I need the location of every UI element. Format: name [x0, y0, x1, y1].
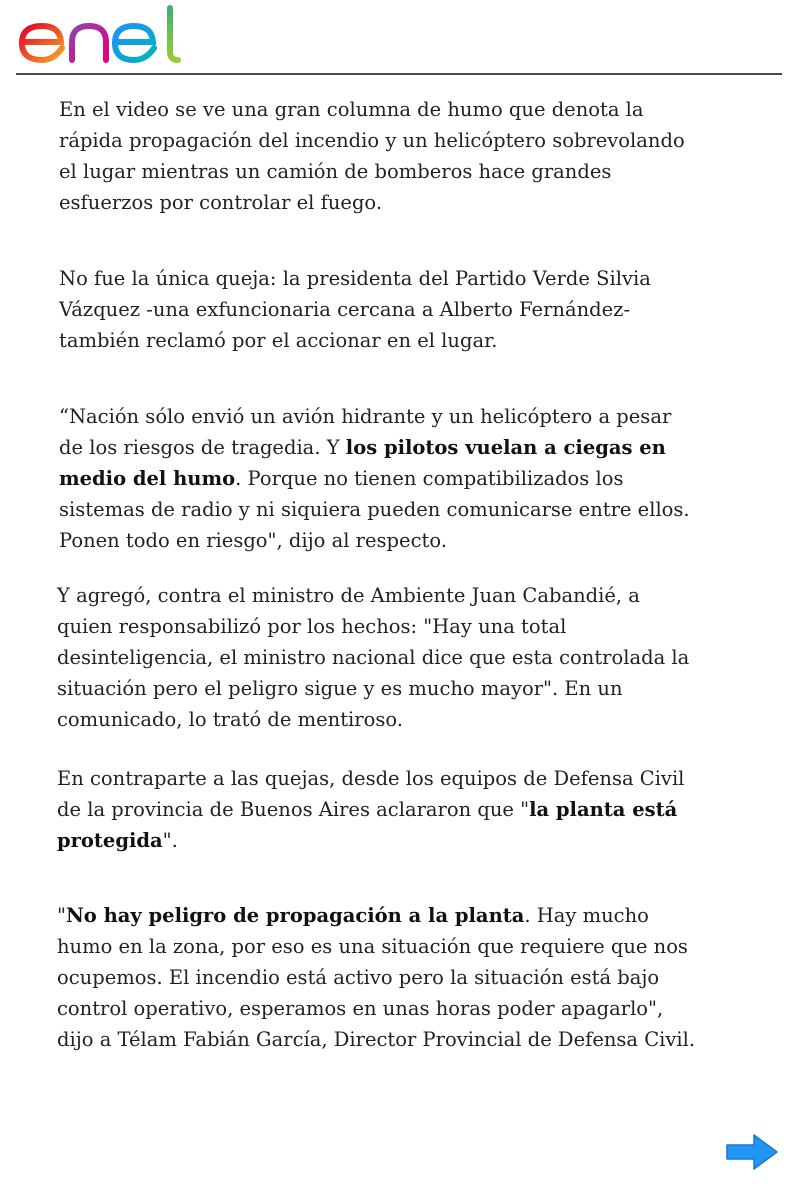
paragraph-2-text: No fue la única queja: la presidenta del Partido Verde Silvia Vázquez -una exfuncionaria cercana a Alberto Fernández- también reclamó por el accionar en el lugar.: [59, 267, 651, 352]
paragraph-3-bold: los pilotos vuelan a ciegas en medio del humo: [59, 436, 666, 490]
paragraph-5-text-end: ".: [162, 829, 178, 852]
paragraph-2: [59, 263, 699, 356]
paragraph-6-quote: [57, 900, 697, 1055]
paragraph-1: [59, 94, 699, 218]
paragraph-3-quote: [59, 401, 699, 556]
paragraph-6-bold: No hay peligro de propagación a la planta: [65, 904, 525, 927]
paragraph-3-text-end: . Porque no tienen compatibilizados los sistemas de radio y ni siquiera pueden comunicarse entre ellos. Ponen todo en riesgo", dijo al respecto.: [59, 467, 690, 552]
paragraph-5-text-start: En contraparte a las quejas, desde los equipos de Defensa Civil de la provincia de Buenos Aires aclararon que ": [57, 767, 685, 821]
paragraph-4-text: Y agregó, contra el ministro de Ambiente Juan Cabandié, a quien responsabilizó por los hechos: "Hay una total desinteligencia, el ministro nacional dice que esta controlada la situación pero el peligro sigue y es mucho mayor". En un comunicado, lo trató de mentiroso.: [57, 584, 690, 731]
paragraph-3-text-start: “Nación sólo envió un avión hidrante y un helicóptero a pesar de los riesgos de tragedia. Y: [59, 405, 672, 459]
arrow-right-icon[interactable]: [724, 1132, 780, 1172]
paragraph-6-text-start: ": [57, 904, 66, 927]
paragraph-1-text: En el video se ve una gran columna de humo que denota la rápida propagación del incendio y un helicóptero sobrevolando el lugar mientras un camión de bomberos hace grandes esfuerzos por controlar el fuego.: [59, 98, 685, 214]
paragraph-5: [57, 763, 697, 856]
paragraph-4: [57, 580, 697, 735]
paragraph-6-text-end: . Hay mucho humo en la zona, por eso es una situación que requiere que nos ocupemos. El incendio está activo pero la situación está bajo control operativo, esperamos en unas horas poder apagarlo", dijo a Télam Fabián García, Director Provincial de Defensa Civil.: [57, 904, 696, 1051]
paragraph-5-bold: la planta está protegida: [57, 798, 678, 852]
